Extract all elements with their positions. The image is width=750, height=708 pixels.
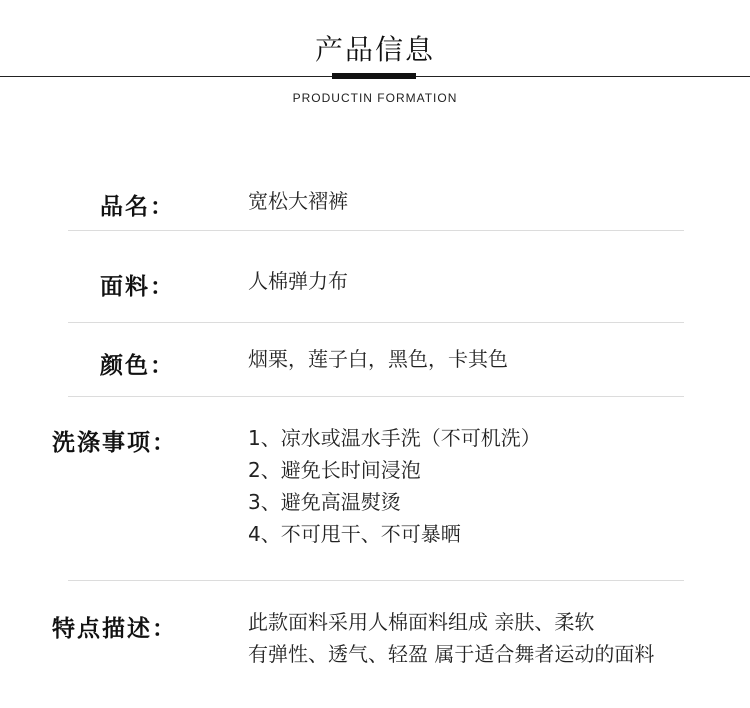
washing-line: 4、不可甩干、不可暴晒 xyxy=(248,522,461,546)
name-value xyxy=(248,185,348,217)
washing-line: 2、避免长时间浸泡 xyxy=(248,458,421,482)
features-line: 此款面料采用人棉面料组成 亲肤、柔软 xyxy=(248,610,595,634)
fabric-value-line: 人棉弹力布 xyxy=(248,269,348,293)
features-label: 特点描述： xyxy=(52,616,177,642)
page-title: 产品信息 xyxy=(314,33,435,66)
fabric-label: 面料： xyxy=(100,274,175,300)
name-label: 品名： xyxy=(100,194,175,220)
fabric-value xyxy=(248,265,348,297)
color-value xyxy=(248,343,508,375)
header-accent-bar xyxy=(332,73,416,79)
page-subtitle: PRODUCTIN FORMATION xyxy=(292,91,458,105)
washing-line: 3、避免高温熨烫 xyxy=(248,490,401,514)
row-divider xyxy=(68,396,684,397)
features-value xyxy=(248,606,654,670)
row-divider xyxy=(68,230,684,231)
washing-label: 洗涤事项： xyxy=(52,430,177,456)
washing-line: 1、凉水或温水手洗（不可机洗） xyxy=(248,426,541,450)
color-label: 颜色： xyxy=(100,353,175,379)
row-divider xyxy=(68,580,684,581)
washing-value xyxy=(248,422,541,550)
features-line: 有弹性、透气、轻盈 属于适合舞者运动的面料 xyxy=(248,642,655,666)
row-divider xyxy=(68,322,684,323)
color-value-line: 烟栗，莲子白，黑色，卡其色 xyxy=(248,347,508,371)
name-value-line: 宽松大褶裤 xyxy=(248,189,348,213)
